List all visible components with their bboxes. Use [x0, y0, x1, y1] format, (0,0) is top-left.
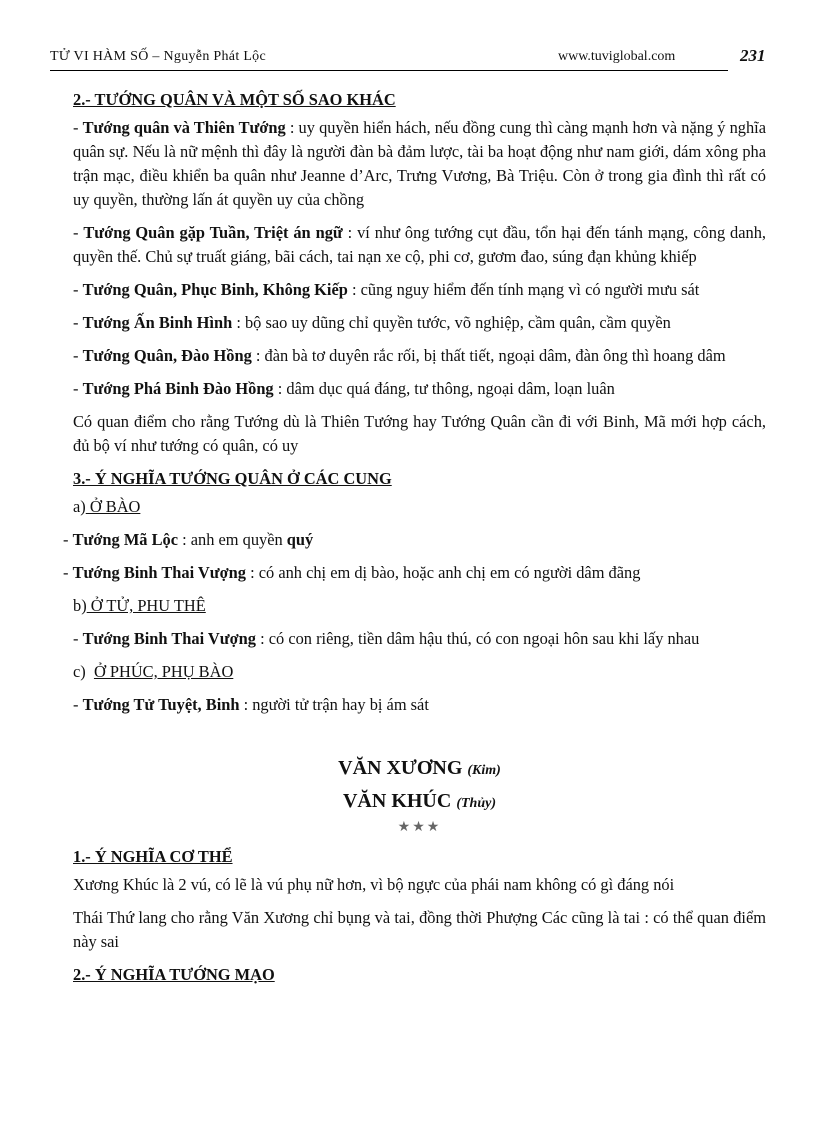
paragraph-item: - Tướng Tử Tuyệt, Binh : người tử trận hay bị ám sát: [73, 695, 429, 714]
paragraph-body: Xương Khúc là 2 vú, có lẽ là vú phụ nữ hơn, vì bộ ngực của phái nam không có gì đáng nói: [73, 875, 675, 894]
paragraph-item: - Tướng quân và Thiên Tướng : uy quyền hiển hách, nếu đồng cung thì càng mạnh hơn và nặng ý nghĩa quân sự. Nếu là nữ mệnh thì đây là người đàn bà đảm lược, tài ba hoạt động như nam giới, dám xông pha trận mạc, điều khiển ba quân như Jeanne d’Arc, Trưng Vương, Bà Triệu. Còn ở trong gia đình thì rất có uy quyền, thường lấn át quyền uy của chồng: [73, 118, 766, 209]
paragraph-item: - Tướng Quân, Đào Hồng : đàn bà tơ duyên rắc rối, bị thất tiết, ngoại dâm, đàn ông thì hoang dâm: [73, 346, 726, 365]
paragraph-item: - Tướng Quân, Phục Binh, Không Kiếp : cũng nguy hiểm đến tính mạng vì có người mưu sát: [73, 280, 700, 299]
paragraph-opinion: Có quan điểm cho rằng Tướng dù là Thiên Tướng hay Tướng Quân cần đi với Binh, Mã mới hợp cách, đủ bộ ví như tướng có quân, có uy: [73, 412, 766, 455]
section-heading-2: 2.- TƯỚNG QUÂN VÀ MỘT SỐ SAO KHÁC: [73, 90, 396, 109]
header-website: www.tuviglobal.com: [558, 49, 676, 64]
header-book-title: TỬ VI HÀM SỐ – Nguyễn Phát Lộc: [50, 49, 266, 64]
subheading-a: a) Ở BÀO: [73, 497, 141, 516]
stars-divider: ★★★: [397, 820, 442, 835]
page-content: [63, 88, 767, 991]
paragraph-body: Thái Thứ lang cho rằng Văn Xương chỉ bụng và tai, đồng thời Phượng Các cũng là tai : có thể quan điểm này sai: [73, 908, 766, 951]
paragraph-item: - Tướng Ấn Binh Hình : bộ sao uy dũng chỉ quyền tước, võ nghiệp, cầm quân, cầm quyền: [73, 313, 671, 332]
chapter-title-2: VĂN KHÚC (Thủy): [342, 790, 496, 812]
subheading-b: b) Ở TỬ, PHU THÊ: [73, 596, 206, 615]
paragraph-item: - Tướng Quân gặp Tuần, Triệt án ngữ : ví như ông tướng cụt đầu, tổn hại đến tánh mạng, công danh, quyền thế. Chủ sự truất giáng, bãi cách, tai nạn xe cộ, phi cơ, gươm đao, súng đạn khủng khiếp: [73, 223, 767, 266]
paragraph-item: - Tướng Mã Lộc : anh em quyền quý: [63, 530, 314, 549]
section-heading-4: 1.- Ý NGHĨA CƠ THỂ: [73, 847, 233, 866]
section-heading-5: 2.- Ý NGHĨA TƯỚNG MẠO: [73, 965, 275, 984]
page-number: 231: [740, 46, 766, 65]
paragraph-item: - Tướng Phá Binh Đào Hồng : dâm dục quá đáng, tư thông, ngoại dâm, loạn luân: [73, 379, 615, 398]
section-heading-3: 3.- Ý NGHĨA TƯỚNG QUÂN Ở CÁC CUNG: [73, 469, 392, 488]
paragraph-item: - Tướng Binh Thai Vượng : có con riêng, tiền dâm hậu thú, có con ngoại hôn sau khi lấy nhau: [73, 629, 700, 648]
paragraph-item: - Tướng Binh Thai Vượng : có anh chị em dị bào, hoặc anh chị em có người dâm đãng: [63, 563, 641, 582]
subheading-c: c) Ở PHÚC, PHỤ BÀO: [73, 662, 234, 681]
page-header: [50, 46, 766, 71]
chapter-title-1: VĂN XƯƠNG (Kim): [338, 757, 501, 779]
